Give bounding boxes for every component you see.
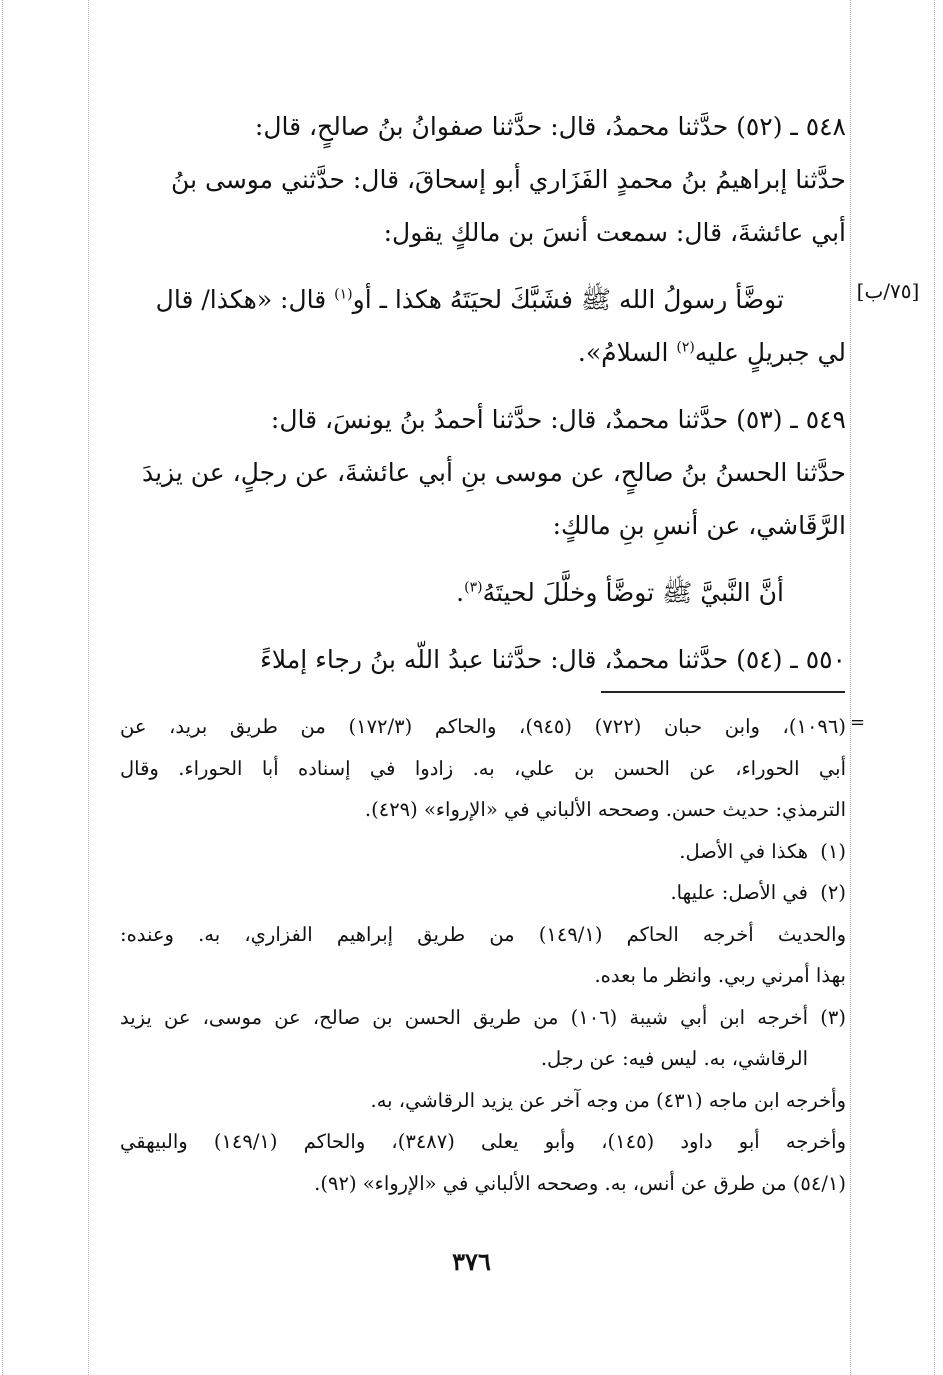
footnote-3-extra: (٥٤/١) من طرق عن أنس، به. وصححه الألباني في «الإرواء» (٩٢). xyxy=(314,1171,846,1195)
text-line: أنَّ النَّبيَّ ﷺ توضَّأ وخلَّلَ لحيتَهُ$^{(٣)}$. xyxy=(456,578,784,607)
footnote-continued-line: الترمذي: حديث حسن. وصححه الألباني في «الإرواء» (٤٢٩). xyxy=(364,798,846,821)
margin-guide-line xyxy=(850,0,851,1375)
footnote-number: (٢) xyxy=(820,881,846,904)
continuation-mark: = xyxy=(850,712,866,733)
footnote-2: (٢)في الأصل: عليها. xyxy=(120,872,846,914)
footnote-ref-3: (٣) xyxy=(464,579,483,596)
text-line: توضَّأ رسولُ الله ﷺ فشَبَّكَ لحيَتَهُ هكذا ـ أو$^{(١)}$ قال: «هكذا/ قال xyxy=(155,285,784,314)
footnote-number: (٣) xyxy=(820,1005,846,1029)
main-text xyxy=(118,100,846,686)
footnote-3: (٣)أخرجه ابن أبي شيبة (١٠٦) من طريق الحسن بن صالح، عن موسى، عن يزيد xyxy=(120,997,846,1039)
text-line: لي جبريلٍ عليه$^{(٢)}$ السلامُ». xyxy=(577,338,846,367)
footnote-2-extra: بهذا أمرني ربي. وانظر ما بعده. xyxy=(594,964,846,987)
footnotes xyxy=(120,706,846,1204)
footnote-3-extra: وأخرجه أبو داود (١٤٥)، وأبو يعلى (٣٤٨٧)، والحاكم (١٤٩/١) والبيهقي xyxy=(120,1130,847,1153)
footnote-number: (١) xyxy=(820,839,846,863)
page-number: ٣٧٦ xyxy=(452,1247,491,1276)
manuscript-folio-marker: [٧٥/ب] xyxy=(856,279,920,303)
text-line: ٥٤٩ ـ (٥٣) حدَّثنا محمدٌ، قال: حدَّثنا أحمدُ بنُ يونسَ، قال: xyxy=(270,405,846,434)
footnote-continued-line: (١٠٩٦)، وابن حبان (٧٢٢) (٩٤٥)، والحاكم (١٧٢/٣) من طريق بريد، عن xyxy=(120,715,846,738)
hadith-548-matn xyxy=(118,273,846,379)
footnote-3-line: الرقاشي، به. ليس فيه: عن رجل. xyxy=(540,1047,808,1070)
hadith-548-isnad xyxy=(118,100,846,259)
footnote-3-extra: وأخرجه ابن ماجه (٤٣١) من وجه آخر عن يزيد الرقاشي، به. xyxy=(370,1088,846,1112)
text-line: ٥٤٨ ـ (٥٢) حدَّثنا محمدُ، قال: حدَّثنا صفوانُ بنُ صالحٍ، قال: xyxy=(254,112,846,141)
margin-guide-line xyxy=(88,0,89,1375)
footnote-1: (١)هكذا في الأصل. xyxy=(120,831,846,873)
footnote-ref-2: (٢) xyxy=(676,339,695,356)
footnote-continued-line: أبي الحوراء، عن الحسن بن علي، به. زادوا في إسناده أبا الحوراء. وقال xyxy=(120,756,846,780)
footnote-divider xyxy=(601,691,845,693)
hadith-549-matn xyxy=(118,566,846,619)
text-line: أبي عائشةَ، قال: سمعت أنسَ بن مالكٍ يقول: xyxy=(383,218,846,247)
hadith-550-isnad xyxy=(118,633,846,686)
text-line: ٥٥٠ ـ (٥٤) حدَّثنا محمدٌ، قال: حدَّثنا عبدُ اللّه بنُ رجاء إملاءً xyxy=(260,645,846,674)
margin-guide-line xyxy=(934,0,935,1375)
footnote-ref-1: (١) xyxy=(334,286,353,303)
text-line: حدَّثنا إبراهيمُ بنُ محمدٍ الفَزَاري أبو إسحاقَ، قال: حدَّثني موسى بنُ xyxy=(171,165,846,194)
hadith-549-isnad xyxy=(118,393,846,552)
footnote-2-extra: والحديث أخرجه الحاكم (١٤٩/١) من طريق إبراهيم الفزاري، به. وعنده: xyxy=(120,922,846,946)
margin-guide-line xyxy=(2,0,3,1375)
text-line: الرَّقَاشي، عن أنسِ بنِ مالكٍ: xyxy=(552,511,846,540)
text-line: حدَّثنا الحسنُ بنُ صالحٍ، عن موسى بنِ أبي عائشةَ، عن رجلٍ، عن يزيدَ xyxy=(141,458,846,487)
